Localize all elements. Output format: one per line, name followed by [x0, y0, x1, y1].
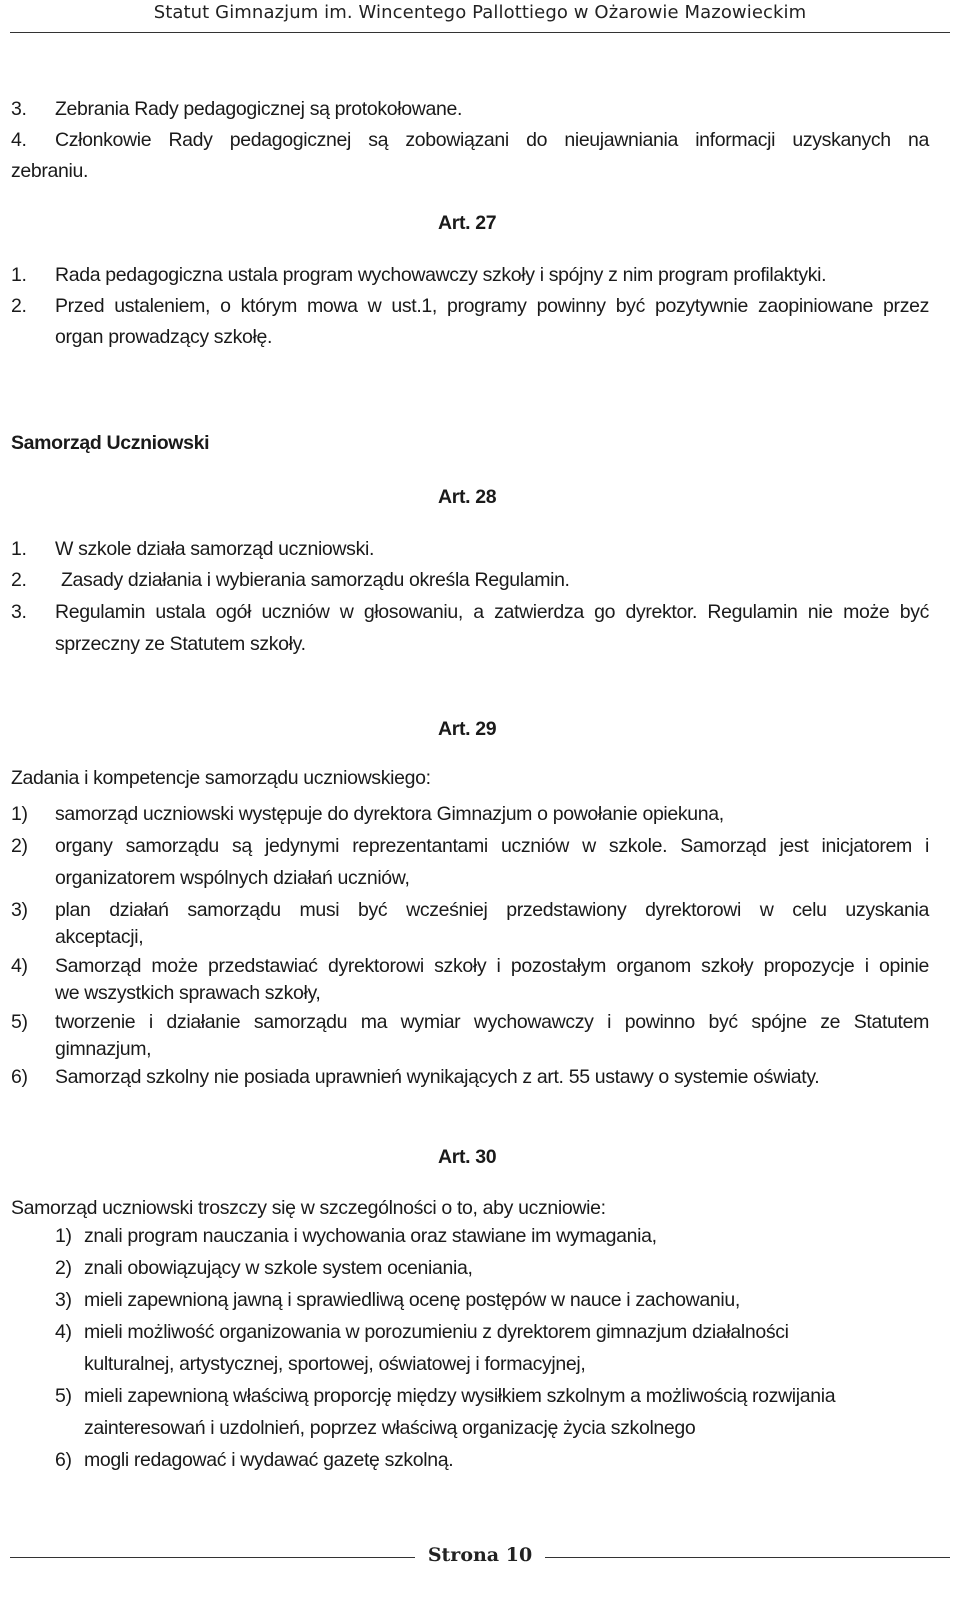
list-item-continuation: gimnazjum, [55, 1038, 152, 1060]
list-item-text: plan działań samorządu musi być wcześniej przedstawiony dyrektorowi w celu uzyskania [55, 899, 929, 921]
list-number: 5) [11, 1011, 28, 1033]
list-number: 4) [55, 1321, 72, 1343]
list-number: 3) [55, 1289, 72, 1311]
section-title: Samorząd Uczniowski [11, 432, 210, 454]
list-item-text: Zasady działania i wybierania samorządu określa Regulamin. [61, 569, 570, 591]
list-number: 3. [11, 98, 27, 120]
list-item-text: Samorząd może przedstawiać dyrektorowi szkoły i pozostałym organom szkoły propozycje i opinie [55, 955, 929, 977]
list-item-continuation: akceptacji, [55, 926, 144, 948]
header-title: Statut Gimnazjum im. Wincentego Pallottiego w Ożarowie Mazowieckim [153, 2, 807, 23]
list-item-text: mogli redagować i wydawać gazetę szkolną. [84, 1449, 454, 1471]
page-header [0, 0, 960, 36]
list-item-continuation: we wszystkich sprawach szkoły, [55, 982, 321, 1004]
paragraph-intro: Zadania i kompetencje samorządu uczniowskiego: [11, 767, 431, 789]
article-heading: Art. 28 [438, 486, 497, 508]
list-item-text: Regulamin ustala ogół uczniów w głosowaniu, a zatwierdza go dyrektor. Regulamin nie może być [55, 601, 929, 623]
list-item-continuation: kulturalnej, artystycznej, sportowej, oświatowej i formacyjnej, [84, 1353, 586, 1375]
list-number: 3. [11, 601, 27, 623]
list-item-text: mieli możliwość organizowania w porozumieniu z dyrektorem gimnazjum działalności [84, 1321, 789, 1343]
list-number: 2) [55, 1257, 72, 1279]
list-number: 6) [55, 1449, 72, 1471]
list-item-text: Samorząd szkolny nie posiada uprawnień wynikających z art. 55 ustawy o systemie oświaty. [55, 1066, 820, 1088]
list-item-text: znali program nauczania i wychowania oraz stawiane im wymagania, [84, 1225, 657, 1247]
list-item-text: znali obowiązujący w szkole system oceniania, [84, 1257, 473, 1279]
list-number: 1. [11, 538, 27, 560]
list-number: 5) [55, 1385, 72, 1407]
list-number: 1) [11, 803, 28, 825]
list-item-text: Przed ustaleniem, o którym mowa w ust.1, programy powinny być pozytywnie zaopiniowane przez [55, 295, 929, 317]
paragraph-intro: Samorząd uczniowski troszczy się w szczególności o to, aby uczniowie: [11, 1197, 606, 1219]
article-heading: Art. 27 [438, 212, 497, 234]
list-item-continuation: sprzeczny ze Statutem szkoły. [55, 633, 306, 655]
list-item-text: mieli zapewnioną jawną i sprawiedliwą ocenę postępów w nauce i zachowaniu, [84, 1289, 740, 1311]
footer-divider-right [545, 1557, 950, 1558]
list-number: 3) [11, 899, 28, 921]
list-number: 6) [11, 1066, 28, 1088]
list-number: 2. [11, 569, 27, 591]
list-number: 4. [11, 129, 27, 151]
list-item-continuation: zainteresowań i uzdolnień, poprzez właściwą organizację życia szkolnego [84, 1417, 696, 1439]
article-heading: Art. 29 [438, 718, 497, 740]
list-number: 2) [11, 835, 28, 857]
list-number: 1. [11, 264, 27, 286]
list-number: 1) [55, 1225, 72, 1247]
list-item-continuation: zebraniu. [11, 160, 89, 182]
list-item-text: samorząd uczniowski występuje do dyrektora Gimnazjum o powołanie opiekuna, [55, 803, 724, 825]
list-item-text: W szkole działa samorząd uczniowski. [55, 538, 375, 560]
list-item-text: tworzenie i działanie samorządu ma wymiar wychowawczy i powinno być spójne ze Statutem [55, 1011, 929, 1033]
list-item-text: Rada pedagogiczna ustala program wychowawczy szkoły i spójny z nim program profilaktyki. [55, 264, 827, 286]
list-item-continuation: organ prowadzący szkołę. [55, 326, 273, 348]
page-footer [0, 1543, 960, 1573]
list-number: 4) [11, 955, 28, 977]
list-item-text: mieli zapewnioną właściwą proporcję między wysiłkiem szkolnym a możliwością rozwijania [84, 1385, 836, 1407]
page-number: Strona 10 [427, 1544, 533, 1566]
list-item-text: organy samorządu są jedynymi reprezentantami uczniów w szkole. Samorząd jest inicjatorem i [55, 835, 929, 857]
list-item-text: Zebrania Rady pedagogicznej są protokołowane. [55, 98, 463, 120]
header-divider [10, 32, 950, 33]
list-item-continuation: organizatorem wspólnych działań uczniów, [55, 867, 410, 889]
list-number: 2. [11, 295, 27, 317]
list-item-text: Członkowie Rady pedagogicznej są zobowiązani do nieujawniania informacji uzyskanych na [55, 129, 929, 151]
article-heading: Art. 30 [438, 1146, 497, 1168]
